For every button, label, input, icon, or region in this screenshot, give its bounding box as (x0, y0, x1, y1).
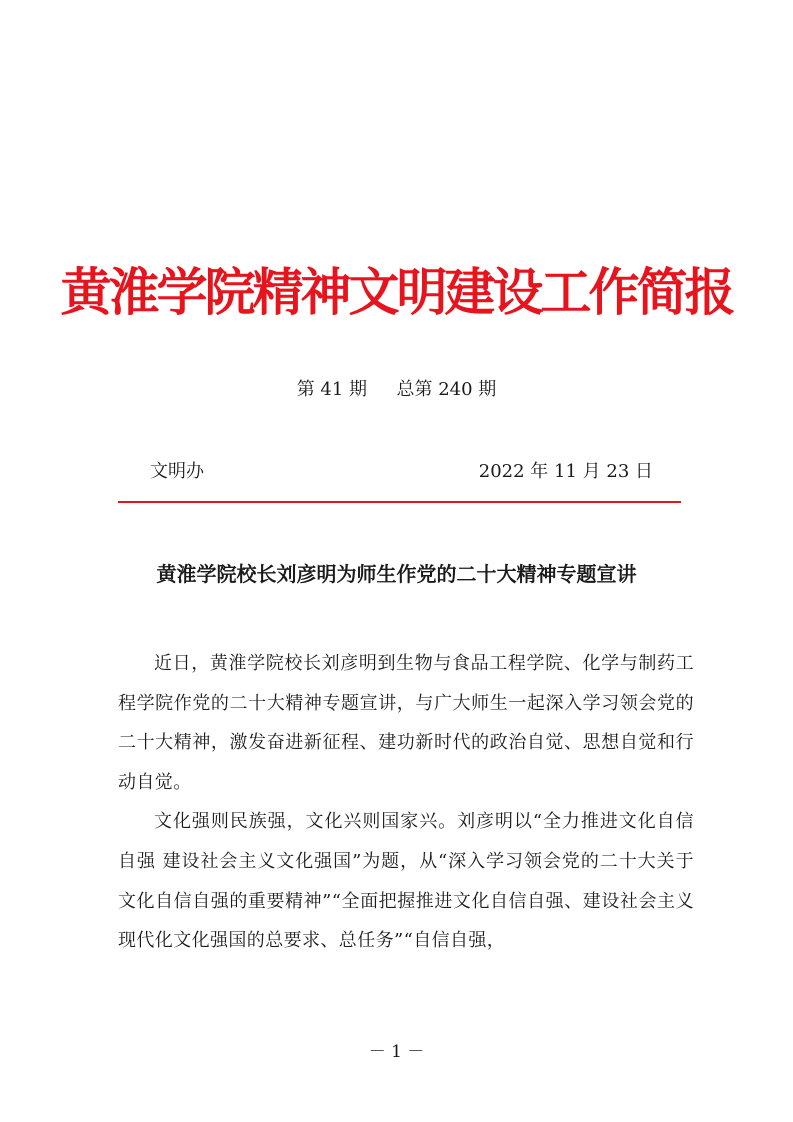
masthead-title: 黄淮学院精神文明建设工作简报 (60, 263, 733, 323)
issuer-office: 文明办 (150, 461, 204, 482)
page-number: － 1 － (368, 1042, 425, 1062)
article-body (118, 644, 694, 961)
article-paragraph: 近日，黄淮学院校长刘彦明到生物与食品工程学院、化学与制药工程学院作党的二十大精神专题宣讲，与广大师生一起深入学习领会党的二十大精神，激发奋进新征程、建功新时代的政治自觉、思想自觉和行动自觉。 (118, 653, 694, 793)
issue-number: 第 41 期 总第 240 期 (296, 379, 497, 400)
header-divider (118, 501, 681, 503)
issue-date: 2022 年 11 月 23 日 (478, 461, 653, 482)
article-headline: 黄淮学院校长刘彦明为师生作党的二十大精神专题宣讲 (156, 562, 637, 586)
article-paragraph: 文化强则民族强，文化兴则国家兴。刘彦明以“全力推进文化自信自强 建设社会主义文化强国”为题，从“深入学习领会党的二十大关于文化自信自强的重要精神”“全面把握推进文化自信自强、建设社会主义现代化文化强国的总要求、总任务”“自信自强， (118, 811, 694, 952)
